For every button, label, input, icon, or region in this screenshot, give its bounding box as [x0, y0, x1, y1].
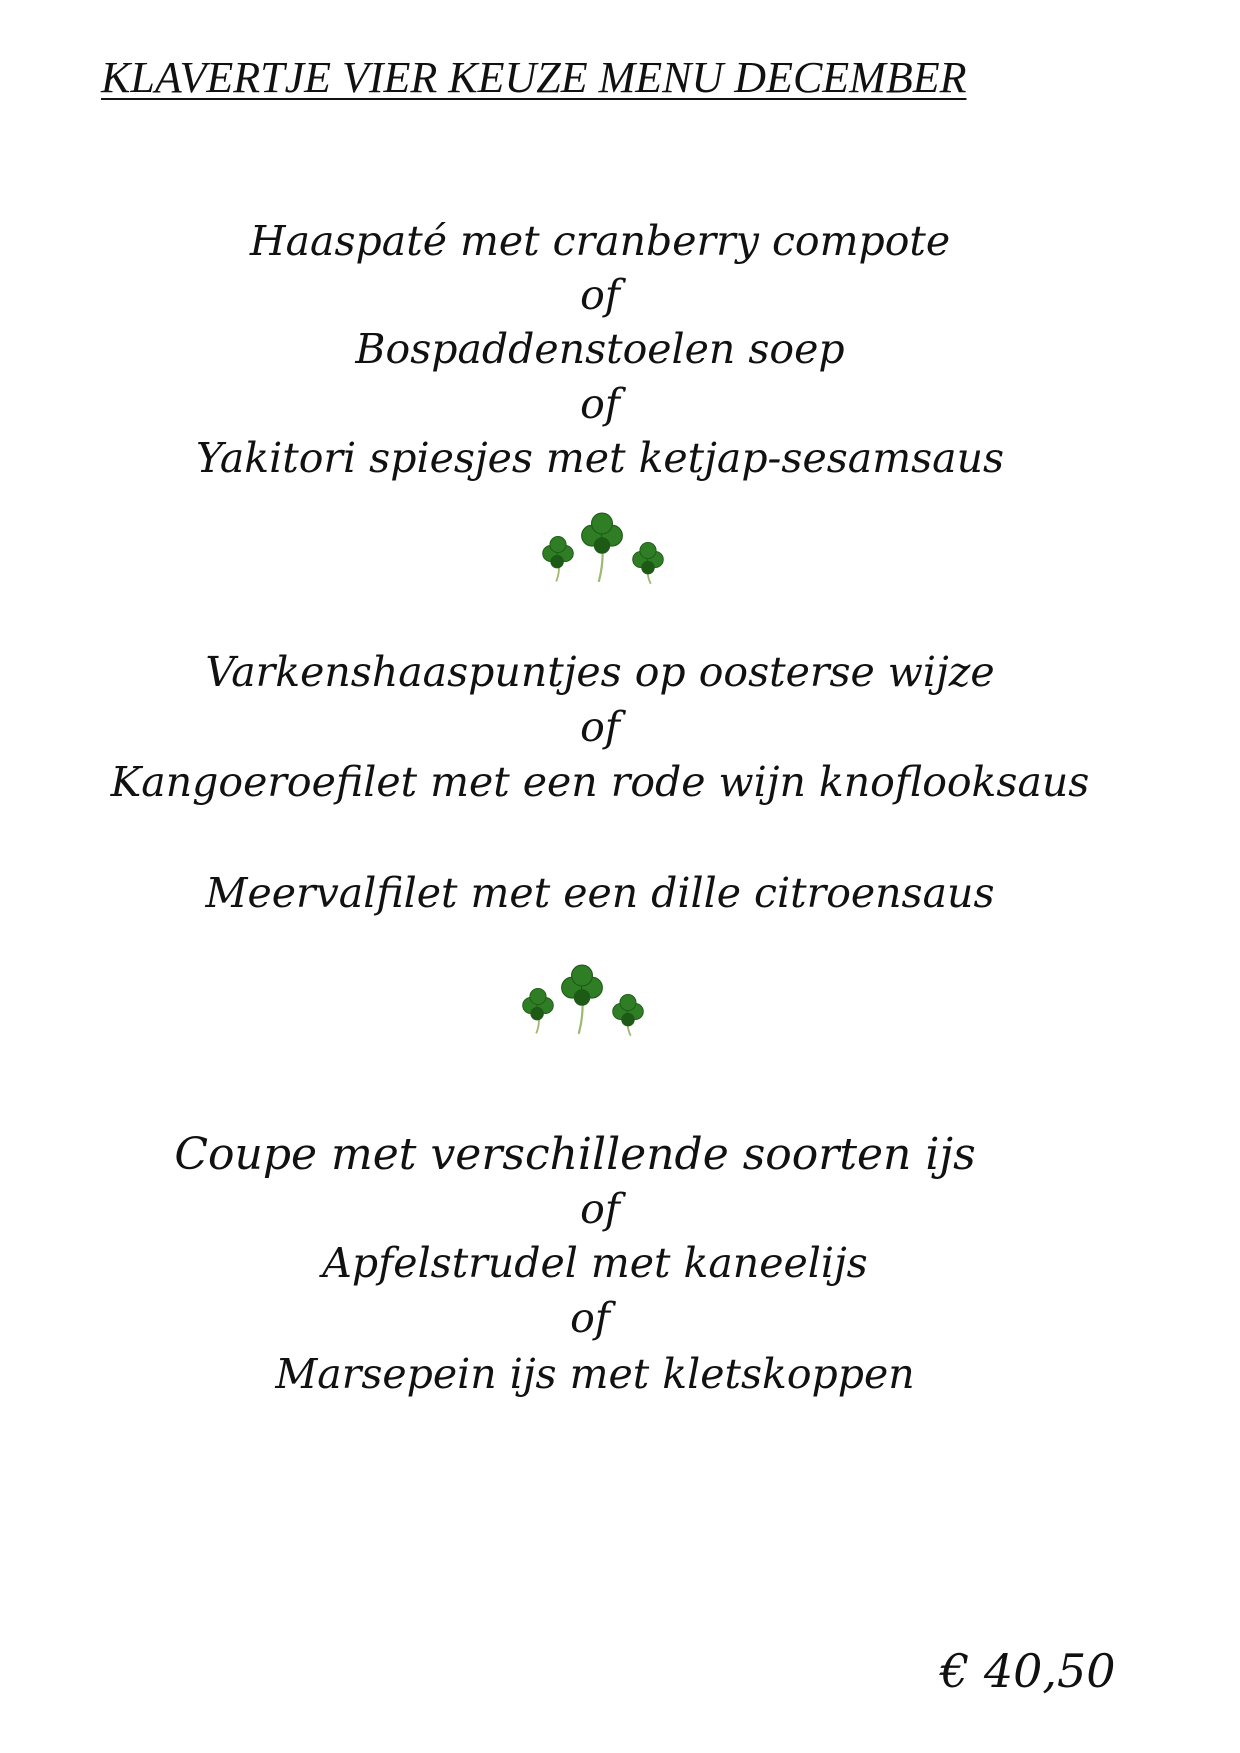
shamrock-center: [562, 965, 603, 1034]
starter-item: Yakitori spiesjes met ketjap-sesamsaus: [195, 434, 1005, 482]
dessert-item: Apfelstrudel met kaneelijs: [322, 1239, 868, 1287]
main-item: Meervalfilet met een dille citroensaus: [205, 869, 995, 917]
starter-item: Bospaddenstoelen soep: [355, 325, 845, 373]
or-separator: of: [580, 1185, 620, 1233]
shamrock-left: [523, 988, 554, 1033]
shamrock-left: [543, 536, 574, 581]
dessert-item: Coupe met verschillende soorten ijs: [174, 1129, 976, 1180]
menu-title: KLAVERTJE VIER KEUZE MENU DECEMBER: [101, 53, 967, 102]
main-item: Kangoeroefilet met een rode wijn knoflooksaus: [110, 758, 1090, 806]
main-item: Varkenshaaspuntjes op oosterse wijze: [205, 648, 995, 696]
or-separator: of: [580, 380, 620, 428]
shamrock-right: [613, 994, 644, 1035]
dessert-item: Marsepein ijs met kletskoppen: [275, 1350, 915, 1398]
shamrock-right: [633, 542, 664, 583]
starter-item: Haaspaté met cranberry compote: [249, 217, 951, 265]
menu-price: € 40,50: [940, 1644, 1116, 1698]
shamrock-center: [582, 513, 623, 582]
or-separator: of: [580, 271, 620, 319]
or-separator: of: [580, 703, 620, 751]
or-separator: of: [570, 1294, 610, 1342]
three-shamrocks-icon: [530, 512, 680, 592]
three-shamrocks-icon: [510, 964, 660, 1044]
